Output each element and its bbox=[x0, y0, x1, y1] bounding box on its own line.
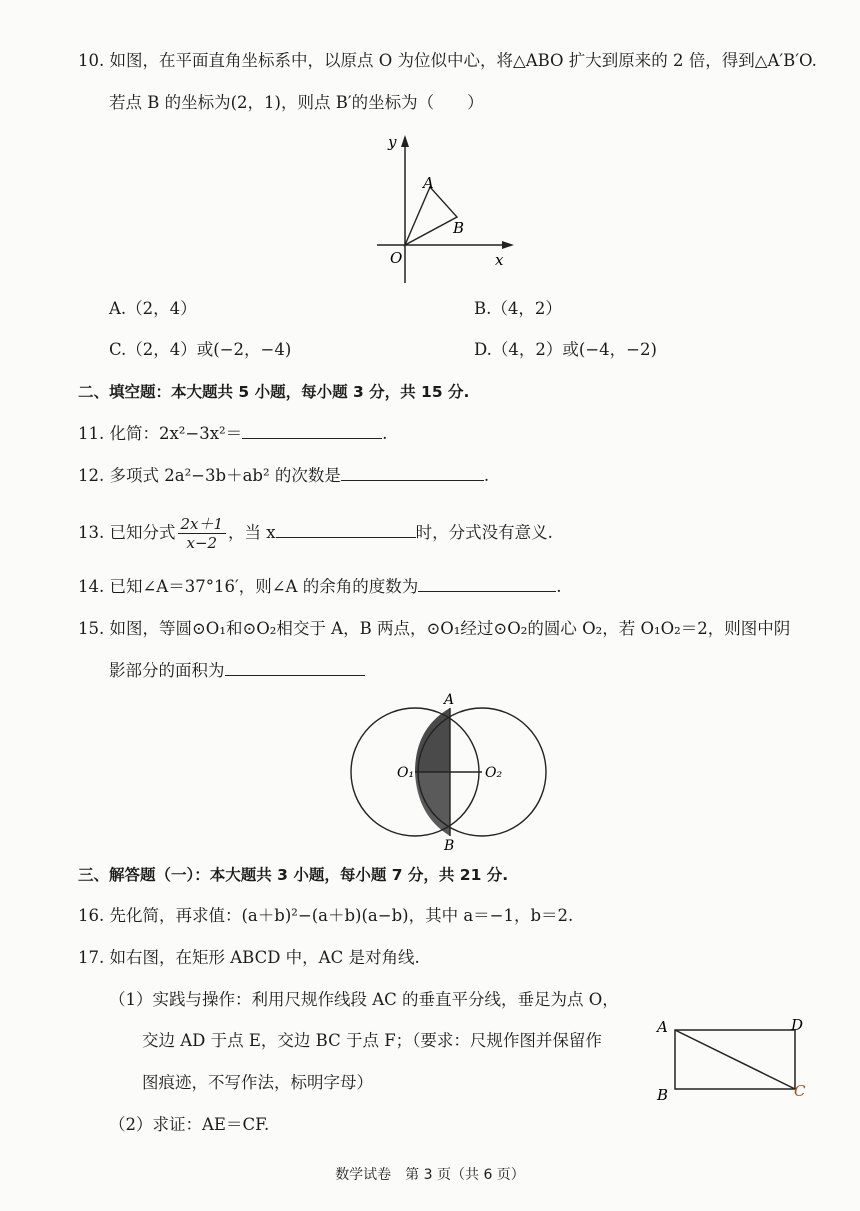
q15-circles-figure bbox=[345, 690, 565, 855]
label-x: x bbox=[495, 251, 504, 269]
q14-period: . bbox=[556, 577, 562, 596]
q12 bbox=[78, 465, 489, 487]
label-a: A bbox=[423, 174, 434, 192]
shaded-region-lower bbox=[415, 772, 450, 836]
label-a: A bbox=[444, 692, 455, 708]
q13-answer-blank[interactable] bbox=[276, 523, 416, 538]
q17-rectangle-figure bbox=[650, 1010, 815, 1105]
q13-denominator: x−2 bbox=[186, 534, 218, 552]
diagonal-ac bbox=[675, 1030, 795, 1089]
q13-fraction bbox=[178, 515, 227, 552]
q10-option-d: D.（4，2）或(−4，−2) bbox=[474, 340, 657, 359]
q14-answer-blank[interactable] bbox=[418, 577, 556, 592]
q11-text: 11. 化简：2x²−3x²＝ bbox=[78, 424, 243, 443]
q16: 16. 先化简，再求值：(a＋b)²−(a＋b)(a−b)，其中 a＝−1，b＝2. bbox=[78, 906, 574, 925]
q13-mid: ，当 x bbox=[228, 523, 276, 542]
q17-line1: 17. 如右图，在矩形 ABCD 中，AC 是对角线. bbox=[78, 948, 420, 967]
q10-option-a: A.（2，4） bbox=[109, 299, 197, 318]
q17-part1-line2: 交边 AD 于点 E，交边 BC 于点 F；（要求：尺规作图并保留作 bbox=[142, 1031, 602, 1050]
q10-line2: 若点 B 的坐标为(2，1)，则点 B′的坐标为（ ） bbox=[109, 93, 484, 112]
q10-option-c: C.（2，4）或(−2，−4) bbox=[109, 340, 292, 359]
label-o1: O₁ bbox=[397, 765, 415, 781]
q17-part1-line1: （1）实践与操作：利用尺规作线段 AC 的垂直平分线，垂足为点 O， bbox=[109, 990, 619, 1009]
page-footer: 数学试卷 第 3 页（共 6 页） bbox=[335, 1167, 525, 1183]
q13-suffix: 时，分式没有意义. bbox=[415, 523, 553, 542]
shaded-region-upper bbox=[415, 708, 450, 772]
section-2-heading: 二、填空题：本大题共 5 小题，每小题 3 分，共 15 分. bbox=[78, 383, 470, 401]
label-o2: O₂ bbox=[485, 765, 503, 781]
q12-period: . bbox=[483, 466, 490, 485]
y-axis-arrow-icon bbox=[401, 135, 409, 147]
x-axis-arrow-icon bbox=[502, 241, 514, 249]
q10-coordinate-figure bbox=[360, 125, 520, 290]
q15-text: 影部分的面积为 bbox=[109, 661, 225, 680]
label-o: O bbox=[390, 249, 403, 267]
q14-text: 14. 已知∠A＝37°16′，则∠A 的余角的度数为 bbox=[78, 577, 419, 596]
q10-line1: 10. 如图，在平面直角坐标系中，以原点 O 为位似中心，将△ABO 扩大到原来的 2 倍，得到△A′B′O. bbox=[78, 51, 817, 70]
q13-text: 13. 已知分式 bbox=[78, 523, 176, 542]
q15-line1: 15. 如图，等圆⊙O₁和⊙O₂相交于 A，B 两点，⊙O₁经过⊙O₂的圆心 O₂，若 O₁O₂＝2，则图中阴 bbox=[78, 619, 791, 638]
q10-option-b: B.（4，2） bbox=[474, 299, 562, 318]
label-b: B bbox=[453, 219, 465, 237]
label-c: C bbox=[794, 1082, 806, 1100]
label-b: B bbox=[444, 838, 455, 854]
q13 bbox=[78, 512, 553, 554]
q15-line2 bbox=[109, 660, 365, 682]
section-3-heading: 三、解答题（一）：本大题共 3 小题，每小题 7 分，共 21 分. bbox=[78, 866, 509, 884]
q15-answer-blank[interactable] bbox=[225, 661, 365, 676]
q11-answer-blank[interactable] bbox=[242, 424, 382, 439]
label-a: A bbox=[657, 1018, 668, 1036]
q12-answer-blank[interactable] bbox=[341, 466, 484, 481]
triangle-abo bbox=[405, 187, 457, 245]
label-d: D bbox=[791, 1016, 804, 1034]
q14 bbox=[78, 576, 561, 598]
q12-text: 12. 多项式 2a²−3b＋ab² 的次数是 bbox=[78, 466, 341, 485]
label-b: B bbox=[657, 1086, 669, 1104]
q17-part2: （2）求证：AE＝CF. bbox=[109, 1115, 270, 1134]
q11 bbox=[78, 423, 387, 445]
q11-period: . bbox=[382, 424, 388, 443]
q13-numerator: 2x＋1 bbox=[178, 515, 227, 534]
q17-part1-line3: 图痕迹，不写作法，标明字母） bbox=[142, 1073, 373, 1092]
label-y: y bbox=[388, 133, 397, 151]
